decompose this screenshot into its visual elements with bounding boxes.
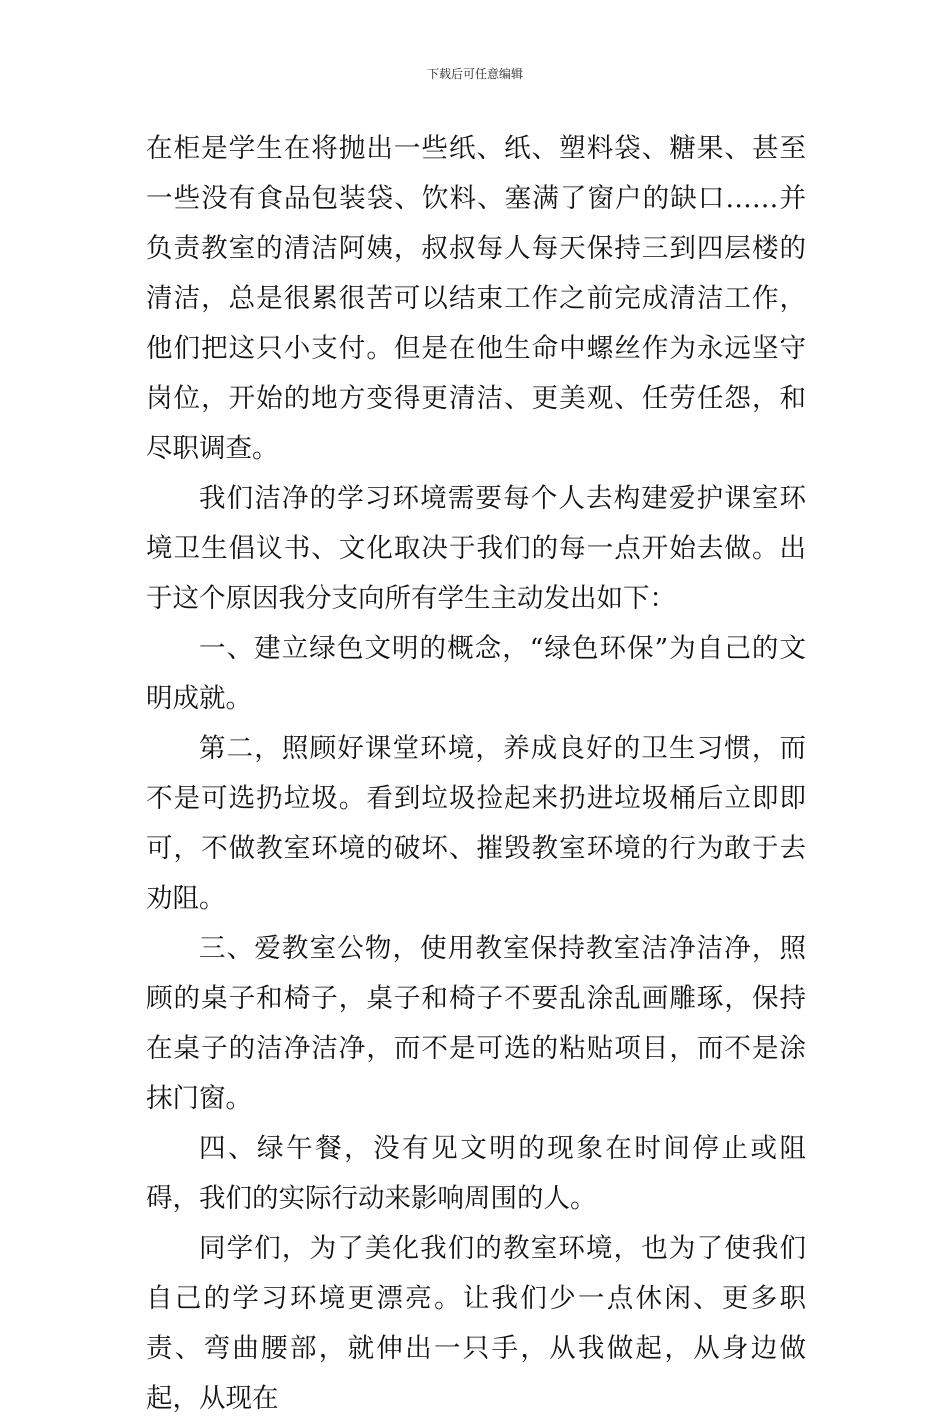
paragraph-item-3: 三、爱教室公物，使用教室保持教室洁净洁净，照顾的桌子和椅子，桌子和椅子不要乱涂乱画雕琢，保持在桌子的洁净洁净，而不是可选的粘贴项目，而不是涂抹门窗。	[146, 933, 806, 1114]
document-body	[146, 124, 806, 1424]
page-header: 下载后可任意编辑	[426, 67, 523, 81]
paragraph-closing: 同学们，为了美化我们的教室环境，也为了使我们自己的学习环境更漂亮。让我们少一点休闲、更多职责、弯曲腰部，就伸出一只手，从我做起，从身边做起，从现在	[146, 1233, 806, 1414]
paragraph-continuation: 在柜是学生在将抛出一些纸、纸、塑料袋、糖果、甚至一些没有食品包装袋、饮料、塞满了窗户的缺口……并负责教室的清洁阿姨，叔叔每人每天保持三到四层楼的清洁，总是很累很苦可以结束工作之前完成清洁工作，他们把这只小支付。但是在他生命中螺丝作为永远坚守岗位，开始的地方变得更清洁、更美观、任劳任怨，和尽职调查。	[146, 133, 806, 464]
paragraph-intro: 我们洁净的学习环境需要每个人去构建爱护课室环境卫生倡议书、文化取决于我们的每一点开始去做。出于这个原因我分支向所有学生主动发出如下：	[146, 483, 806, 614]
paragraph-item-1: 一、建立绿色文明的概念，“绿色环保”为自己的文明成就。	[146, 633, 806, 714]
paragraph-item-4: 四、绿午餐，没有见文明的现象在时间停止或阻碍，我们的实际行动来影响周围的人。	[146, 1133, 806, 1214]
paragraph-item-2: 第二，照顾好课堂环境，养成良好的卫生习惯，而不是可选扔垃圾。看到垃圾捡起来扔进垃圾桶后立即即可，不做教室环境的破坏、摧毁教室环境的行为敢于去劝阻。	[146, 733, 806, 914]
